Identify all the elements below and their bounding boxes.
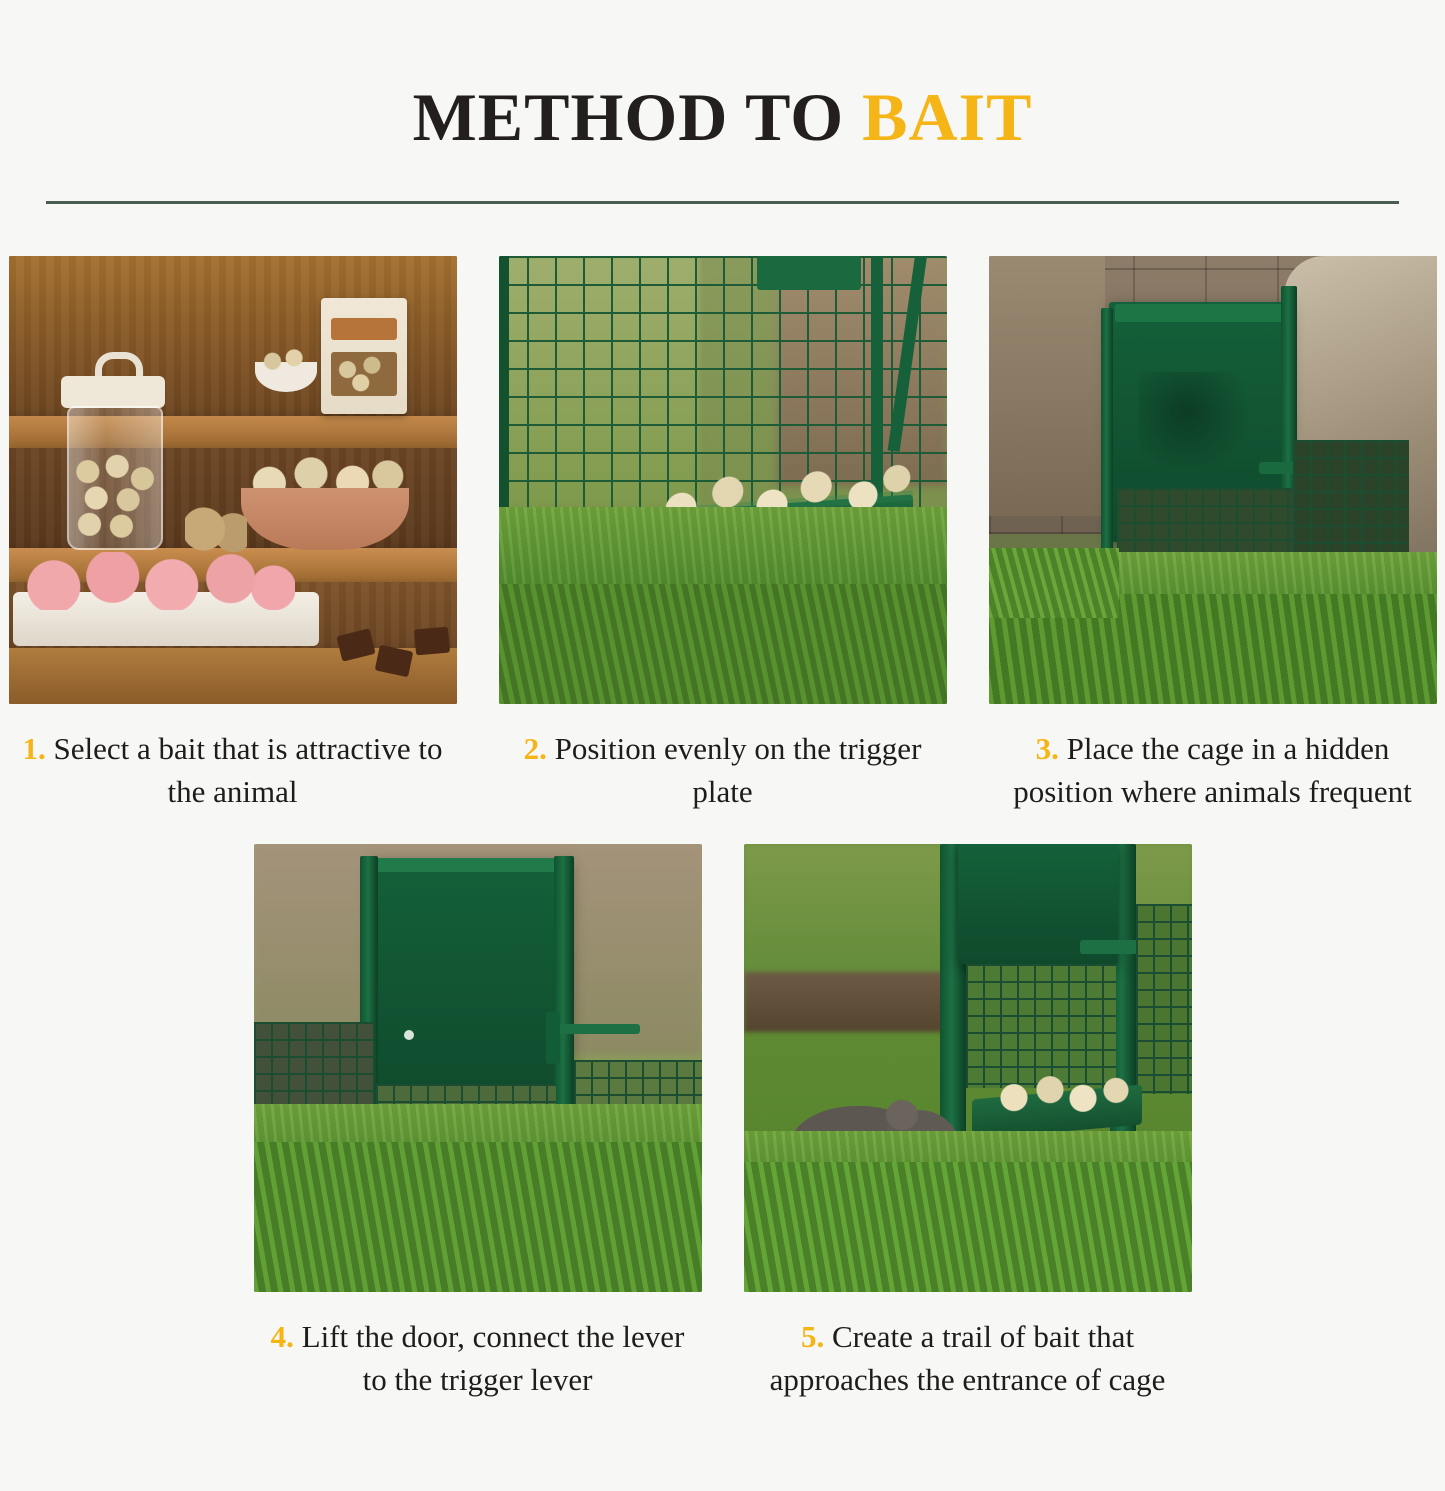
step-card-2 (499, 256, 947, 814)
loose-walnuts (185, 506, 247, 552)
steps-row-bottom (44, 844, 1401, 1402)
small-bowl-nuts (259, 348, 313, 370)
stone-wall-left (989, 256, 1105, 516)
step-card-3 (989, 256, 1437, 814)
bait-on-wooden-steps-photo (9, 256, 457, 704)
grass-blades-front (744, 1162, 1192, 1292)
chocolate-piece-3 (413, 627, 449, 656)
step-text-2: Position evenly on the trigger plate (546, 731, 922, 810)
cage-frame-left (499, 256, 509, 534)
step-text-1: Select a bait that is attractive to the animal (45, 731, 443, 810)
bait-trail-with-mouse-photo (744, 844, 1192, 1292)
step-caption-3 (998, 728, 1428, 814)
grass-blades-front (499, 584, 947, 704)
steps-row-top (22, 256, 1412, 814)
step-number-1: 1. (22, 731, 46, 767)
step-text-3: Place the cage in a hidden position where animals frequent (1013, 731, 1412, 810)
lift-door-connect-lever-photo (254, 844, 702, 1292)
title-divider (46, 201, 1399, 204)
step-card-4 (254, 844, 702, 1402)
page-title-main: METHOD TO (412, 78, 863, 155)
door-rivet (404, 1030, 414, 1040)
step-text-5: Create a trail of bait that approaches the entrance of cage (769, 1318, 1166, 1397)
step-caption-1 (18, 728, 448, 814)
step-number-4: 4. (270, 1318, 294, 1354)
step-card-5 (744, 844, 1192, 1402)
cage-hidden-by-wall-photo (989, 256, 1437, 704)
meat-pieces (27, 552, 295, 610)
connecting-lever (554, 1024, 640, 1034)
step-number-2: 2. (523, 731, 547, 767)
bait-pouch-window (331, 352, 397, 396)
jar-lid (61, 376, 165, 408)
bait-pouch-label (331, 318, 397, 340)
mouse-ear (886, 1100, 918, 1130)
grass-tuft-left (989, 548, 1119, 618)
door-top-edge (372, 858, 572, 872)
cage-mesh-side (1136, 904, 1192, 1094)
step-caption-4 (263, 1316, 693, 1402)
cage-top-bracket (757, 256, 861, 290)
bait-trail-pistachios (996, 1076, 1146, 1112)
door-shadow-leaves (1139, 372, 1259, 468)
lever-pivot (546, 1012, 560, 1064)
bait-on-trigger-plate-photo (499, 256, 947, 704)
step-caption-5 (753, 1316, 1183, 1402)
step-number-5: 5. (800, 1318, 825, 1354)
step-card-1 (9, 256, 457, 814)
jar-nuts (71, 454, 155, 542)
page-title-accent: BAIT (862, 78, 1033, 155)
infographic-page (0, 46, 1445, 1491)
cage-mesh-entrance (966, 964, 1116, 1088)
grass-blades-front (254, 1142, 702, 1292)
lifted-door-panel (372, 858, 572, 1118)
step-caption-2 (508, 728, 938, 814)
step-text-4: Lift the door, connect the lever to the trigger lever (293, 1318, 685, 1397)
cage-door-top-edge (1115, 304, 1285, 322)
step-number-3: 3. (1035, 731, 1059, 767)
page-title (44, 46, 1401, 156)
